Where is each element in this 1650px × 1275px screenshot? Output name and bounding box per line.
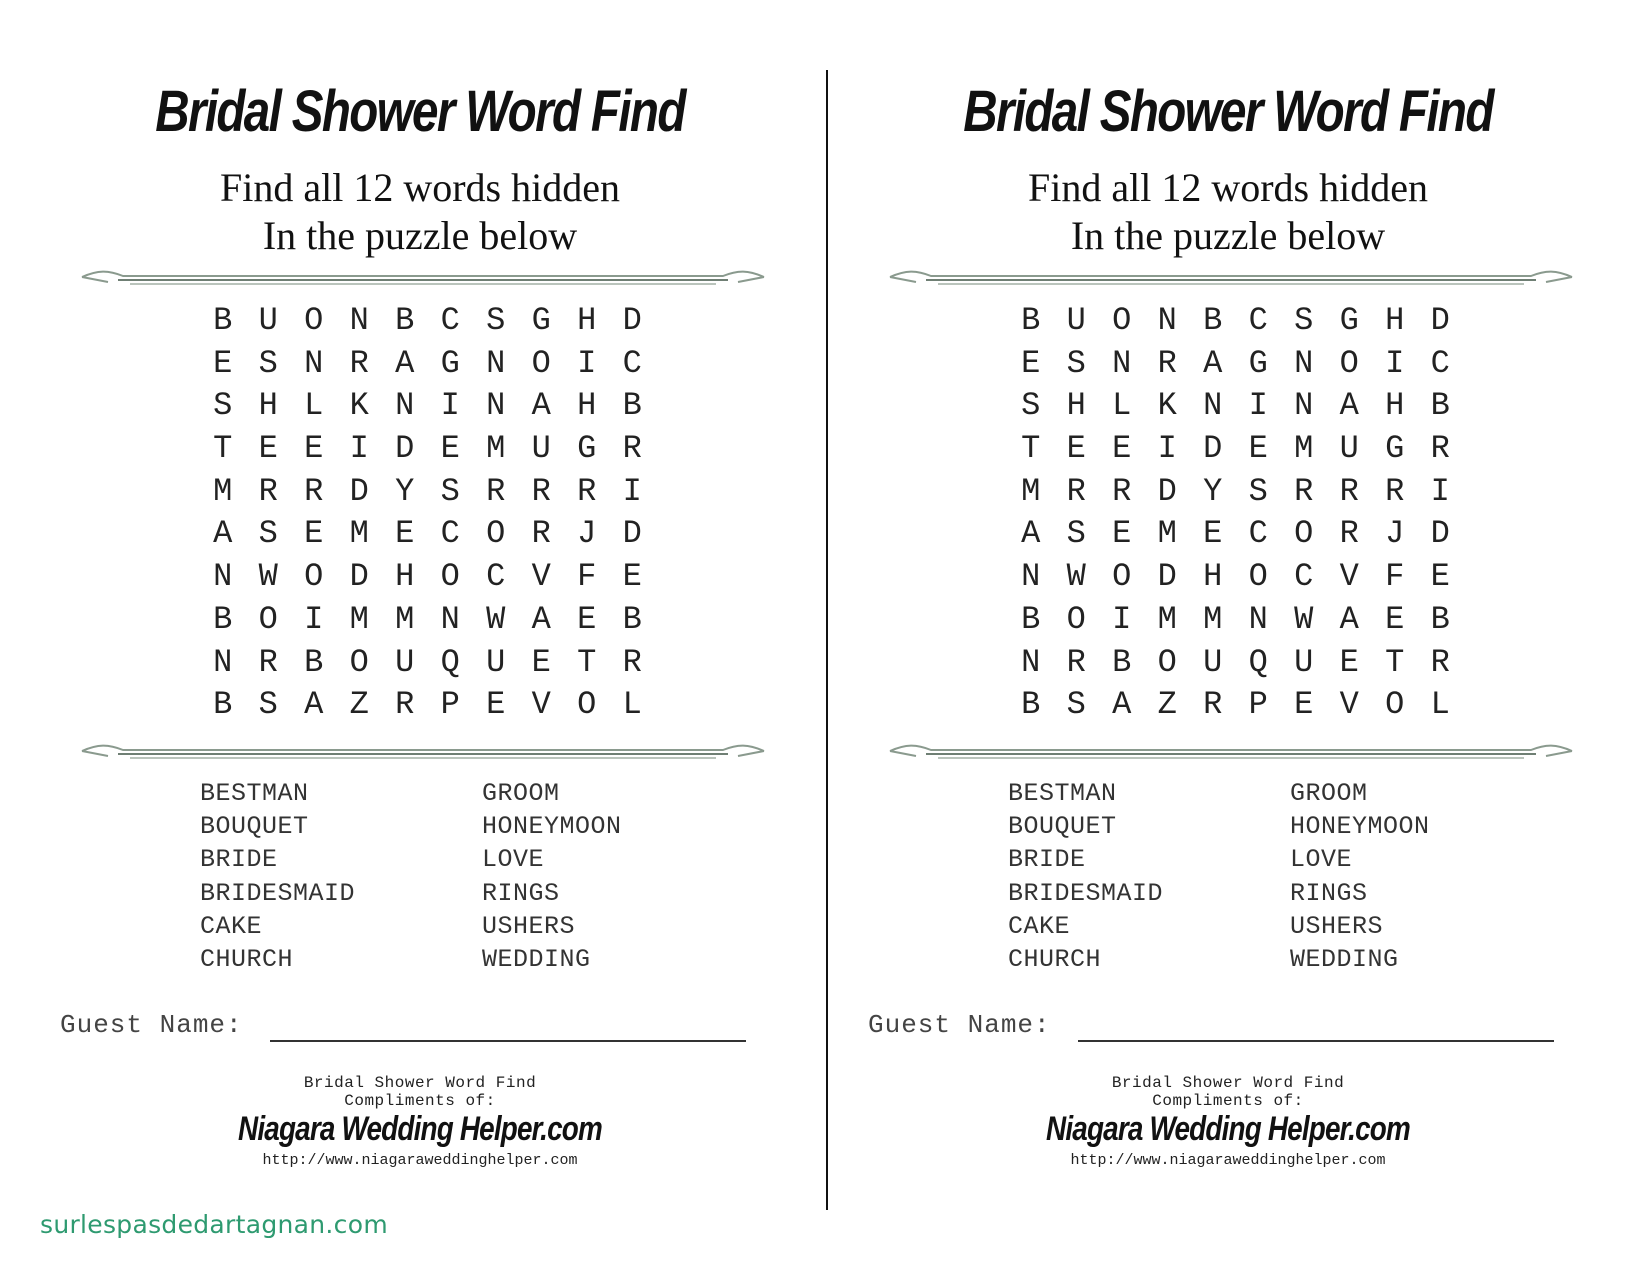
grid-letter: C xyxy=(1294,558,1314,596)
grid-letter: S xyxy=(440,472,460,510)
grid-letter: R xyxy=(1339,472,1359,510)
grid-letter: B xyxy=(1021,600,1041,638)
grid-letter: O xyxy=(1066,600,1086,638)
grid-letter: Q xyxy=(440,643,460,681)
grid-letter: R xyxy=(1385,472,1405,510)
grid-letter: U xyxy=(486,643,506,681)
word-item: CAKE xyxy=(1008,911,1071,941)
grid-letter: N xyxy=(1112,344,1132,382)
footer-url: http://www.niagaraweddinghelper.com xyxy=(262,1152,578,1169)
grid-letter: E xyxy=(1385,600,1405,638)
grid-letter: M xyxy=(349,600,369,638)
grid-letter: Q xyxy=(1248,643,1268,681)
grid-letter: E xyxy=(1294,686,1314,724)
grid-letter: E xyxy=(486,686,506,724)
grid-letter: G xyxy=(440,344,460,382)
word-item: HONEYMOON xyxy=(1290,812,1430,842)
grid-letter: H xyxy=(1203,558,1223,596)
grid-letter: R xyxy=(1112,472,1132,510)
letter-grid xyxy=(1008,300,1463,727)
grid-letter: B xyxy=(1112,643,1132,681)
center-divider xyxy=(826,70,828,1210)
grid-letter: R xyxy=(349,344,369,382)
grid-letter: U xyxy=(1339,430,1359,468)
grid-letter: C xyxy=(1248,515,1268,553)
grid-letter: T xyxy=(1385,643,1405,681)
grid-letter: S xyxy=(258,344,278,382)
grid-letter: E xyxy=(1430,558,1450,596)
grid-letter: Z xyxy=(349,686,369,724)
subtitle-line2: In the puzzle below xyxy=(1070,213,1386,258)
grid-letter: R xyxy=(258,472,278,510)
grid-letter: O xyxy=(531,344,551,382)
grid-letter: Y xyxy=(395,472,415,510)
grid-letter: A xyxy=(1112,686,1132,724)
word-item: GROOM xyxy=(1290,779,1368,808)
word-item: LOVE xyxy=(482,845,545,875)
grid-letter: R xyxy=(395,686,415,724)
grid-letter: E xyxy=(1203,515,1223,553)
grid-letter: N xyxy=(1294,387,1314,425)
grid-letter: G xyxy=(577,430,597,468)
word-item: BRIDE xyxy=(200,845,278,875)
grid-letter: M xyxy=(1021,472,1041,510)
grid-letter: L xyxy=(304,387,324,425)
grid-letter: M xyxy=(349,515,369,553)
grid-letter: J xyxy=(577,515,597,553)
grid-letter: B xyxy=(1430,387,1450,425)
brand-logo-text: Niagara Wedding Helper.com xyxy=(238,1110,602,1148)
word-item: BRIDE xyxy=(1008,845,1086,875)
grid-letter: S xyxy=(1066,344,1086,382)
grid-letter: R xyxy=(531,515,551,553)
grid-letter: N xyxy=(213,643,233,681)
grid-letter: I xyxy=(1157,430,1177,468)
grid-letter: E xyxy=(258,430,278,468)
grid-letter: B xyxy=(304,643,324,681)
grid-letter: N xyxy=(440,600,460,638)
grid-letter: D xyxy=(349,472,369,510)
grid-letter: C xyxy=(622,344,642,382)
word-list xyxy=(200,778,720,977)
grid-letter: O xyxy=(1157,643,1177,681)
grid-letter: R xyxy=(1430,430,1450,468)
grid-letter: C xyxy=(440,302,460,339)
grid-letter: E xyxy=(304,515,324,553)
grid-letter: M xyxy=(213,472,233,510)
grid-letter: O xyxy=(1339,344,1359,382)
grid-letter: U xyxy=(1066,302,1086,339)
grid-letter: H xyxy=(1385,387,1405,425)
grid-letter: O xyxy=(258,600,278,638)
grid-letter: M xyxy=(1294,430,1314,468)
grid-letter: D xyxy=(1203,430,1223,468)
grid-letter: N xyxy=(486,344,506,382)
grid-letter: O xyxy=(304,302,324,339)
grid-letter: O xyxy=(349,643,369,681)
letter-grid xyxy=(200,300,655,727)
word-item: CAKE xyxy=(200,911,263,941)
grid-letter: R xyxy=(622,430,642,468)
grid-letter: A xyxy=(1339,600,1359,638)
grid-letter: D xyxy=(622,515,642,553)
grid-letter: E xyxy=(304,430,324,468)
grid-letter: I xyxy=(1430,472,1450,510)
grid-letter: H xyxy=(395,558,415,596)
word-item: WEDDING xyxy=(1290,944,1399,974)
grid-letter: N xyxy=(349,302,369,339)
grid-letter: G xyxy=(531,302,551,339)
guest-name-line xyxy=(270,1040,746,1042)
grid-letter: E xyxy=(622,558,642,596)
grid-letter: I xyxy=(1385,344,1405,382)
grid-letter: J xyxy=(1385,515,1405,553)
grid-letter: O xyxy=(1112,302,1132,339)
grid-letter: M xyxy=(1157,515,1177,553)
grid-letter: M xyxy=(395,600,415,638)
grid-letter: K xyxy=(1157,387,1177,425)
grid-letter: D xyxy=(1157,472,1177,510)
grid-letter: U xyxy=(531,430,551,468)
grid-letter: L xyxy=(1112,387,1132,425)
grid-letter: A xyxy=(1339,387,1359,425)
word-item: HONEYMOON xyxy=(482,812,622,842)
grid-letter: E xyxy=(577,600,597,638)
grid-letter: E xyxy=(1112,430,1132,468)
card-title: Bridal Shower Word Find xyxy=(963,79,1493,144)
grid-letter: A xyxy=(1021,515,1041,553)
grid-letter: U xyxy=(258,302,278,339)
word-item: BESTMAN xyxy=(200,779,309,808)
grid-letter: S xyxy=(1294,302,1314,339)
grid-letter: R xyxy=(1066,643,1086,681)
grid-letter: I xyxy=(1248,387,1268,425)
grid-letter: A xyxy=(395,344,415,382)
grid-letter: H xyxy=(577,387,597,425)
grid-letter: I xyxy=(1112,600,1132,638)
footer-compliments: Compliments of: xyxy=(344,1092,496,1110)
grid-letter: I xyxy=(577,344,597,382)
grid-letter: M xyxy=(1203,600,1223,638)
grid-letter: E xyxy=(1066,430,1086,468)
grid-letter: N xyxy=(1294,344,1314,382)
grid-letter: C xyxy=(1430,344,1450,382)
grid-letter: O xyxy=(1294,515,1314,553)
footer-title: Bridal Shower Word Find xyxy=(1111,1074,1345,1092)
grid-letter: W xyxy=(258,558,278,596)
guest-name-label: Guest Name: xyxy=(868,1010,1051,1040)
word-item: CHURCH xyxy=(200,944,294,974)
guest-name-label: Guest Name: xyxy=(60,1010,243,1040)
grid-letter: H xyxy=(258,387,278,425)
grid-letter: V xyxy=(1339,558,1359,596)
grid-letter: D xyxy=(622,302,642,339)
word-item: USHERS xyxy=(482,911,576,941)
grid-letter: A xyxy=(304,686,324,724)
grid-letter: W xyxy=(1294,600,1314,638)
word-item: RINGS xyxy=(1290,878,1368,908)
grid-letter: N xyxy=(1021,643,1041,681)
grid-letter: S xyxy=(1066,515,1086,553)
grid-letter: B xyxy=(1021,302,1041,339)
grid-letter: C xyxy=(1248,302,1268,339)
grid-letter: A xyxy=(213,515,233,553)
word-item: LOVE xyxy=(1290,845,1353,875)
grid-letter: F xyxy=(1385,558,1405,596)
grid-letter: P xyxy=(1248,686,1268,724)
grid-letter: L xyxy=(622,686,642,724)
grid-letter: E xyxy=(1021,344,1041,382)
grid-letter: S xyxy=(213,387,233,425)
ornament-divider-top xyxy=(78,264,768,290)
grid-letter: H xyxy=(577,302,597,339)
grid-letter: G xyxy=(1248,344,1268,382)
grid-letter: U xyxy=(1203,643,1223,681)
grid-letter: B xyxy=(213,600,233,638)
grid-letter: K xyxy=(349,387,369,425)
grid-letter: G xyxy=(1339,302,1359,339)
grid-letter: R xyxy=(304,472,324,510)
subtitle-line2: In the puzzle below xyxy=(262,213,578,258)
grid-letter: G xyxy=(1385,430,1405,468)
grid-letter: B xyxy=(1430,600,1450,638)
grid-letter: M xyxy=(486,430,506,468)
brand-logo-text: Niagara Wedding Helper.com xyxy=(1046,1110,1410,1148)
grid-letter: R xyxy=(531,472,551,510)
watermark-text: surlespasdedartagnan.com xyxy=(40,1210,388,1239)
grid-letter: N xyxy=(486,387,506,425)
ornament-divider-bottom xyxy=(886,738,1576,764)
ornament-divider-top xyxy=(886,264,1576,290)
word-item: BRIDESMAID xyxy=(1008,878,1164,908)
grid-letter: L xyxy=(1430,686,1450,724)
grid-letter: R xyxy=(486,472,506,510)
word-item: BRIDESMAID xyxy=(200,878,356,908)
grid-letter: T xyxy=(213,430,233,468)
grid-letter: R xyxy=(1203,686,1223,724)
grid-letter: B xyxy=(622,600,642,638)
grid-letter: N xyxy=(1203,387,1223,425)
grid-letter: P xyxy=(440,686,460,724)
grid-letter: O xyxy=(1248,558,1268,596)
grid-letter: R xyxy=(1294,472,1314,510)
grid-letter: E xyxy=(213,344,233,382)
grid-letter: U xyxy=(1294,643,1314,681)
grid-letter: D xyxy=(349,558,369,596)
subtitle-line1: Find all 12 words hidden xyxy=(1028,165,1428,210)
grid-letter: I xyxy=(622,472,642,510)
grid-letter: R xyxy=(1339,515,1359,553)
grid-letter: A xyxy=(1203,344,1223,382)
grid-letter: N xyxy=(1021,558,1041,596)
grid-letter: B xyxy=(1203,302,1223,339)
grid-letter: T xyxy=(1021,430,1041,468)
grid-letter: R xyxy=(1157,344,1177,382)
word-item: BESTMAN xyxy=(1008,779,1117,808)
footer-compliments: Compliments of: xyxy=(1152,1092,1304,1110)
grid-letter: S xyxy=(258,515,278,553)
grid-letter: C xyxy=(440,515,460,553)
word-item: WEDDING xyxy=(482,944,591,974)
grid-letter: N xyxy=(304,344,324,382)
footer-title: Bridal Shower Word Find xyxy=(303,1074,537,1092)
grid-letter: B xyxy=(622,387,642,425)
grid-letter: Z xyxy=(1157,686,1177,724)
grid-letter: E xyxy=(1112,515,1132,553)
grid-letter: D xyxy=(1430,515,1450,553)
card-title: Bridal Shower Word Find xyxy=(155,79,685,144)
grid-letter: H xyxy=(1385,302,1405,339)
grid-letter: E xyxy=(440,430,460,468)
grid-letter: N xyxy=(395,387,415,425)
grid-letter: E xyxy=(531,643,551,681)
grid-letter: R xyxy=(258,643,278,681)
word-item: BOUQUET xyxy=(200,812,309,842)
grid-letter: O xyxy=(440,558,460,596)
grid-letter: R xyxy=(1066,472,1086,510)
grid-letter: B xyxy=(213,302,233,339)
grid-letter: I xyxy=(349,430,369,468)
grid-letter: S xyxy=(486,302,506,339)
grid-letter: V xyxy=(1339,686,1359,724)
word-item: BOUQUET xyxy=(1008,812,1117,842)
grid-letter: I xyxy=(440,387,460,425)
grid-letter: N xyxy=(1157,302,1177,339)
grid-letter: S xyxy=(1021,387,1041,425)
grid-letter: R xyxy=(622,643,642,681)
grid-letter: W xyxy=(486,600,506,638)
grid-letter: O xyxy=(304,558,324,596)
grid-letter: C xyxy=(486,558,506,596)
grid-letter: D xyxy=(1430,302,1450,339)
grid-letter: Y xyxy=(1203,472,1223,510)
grid-letter: W xyxy=(1066,558,1086,596)
guest-name-row xyxy=(60,1010,780,1050)
word-item: GROOM xyxy=(482,779,560,808)
grid-letter: T xyxy=(577,643,597,681)
grid-letter: O xyxy=(1385,686,1405,724)
grid-letter: R xyxy=(1430,643,1450,681)
grid-letter: S xyxy=(1248,472,1268,510)
grid-letter: A xyxy=(531,600,551,638)
word-item: USHERS xyxy=(1290,911,1384,941)
grid-letter: D xyxy=(395,430,415,468)
grid-letter: B xyxy=(395,302,415,339)
word-find-card-left xyxy=(60,0,780,1275)
grid-letter: E xyxy=(1339,643,1359,681)
footer-url: http://www.niagaraweddinghelper.com xyxy=(1070,1152,1386,1169)
grid-letter: V xyxy=(531,686,551,724)
grid-letter: A xyxy=(531,387,551,425)
grid-letter: S xyxy=(1066,686,1086,724)
grid-letter: H xyxy=(1066,387,1086,425)
grid-letter: B xyxy=(1021,686,1041,724)
word-find-card-right xyxy=(868,0,1588,1275)
grid-letter: I xyxy=(304,600,324,638)
grid-letter: N xyxy=(1248,600,1268,638)
grid-letter: N xyxy=(213,558,233,596)
grid-letter: U xyxy=(395,643,415,681)
grid-letter: S xyxy=(258,686,278,724)
grid-letter: M xyxy=(1157,600,1177,638)
grid-letter: F xyxy=(577,558,597,596)
grid-letter: O xyxy=(486,515,506,553)
grid-letter: V xyxy=(531,558,551,596)
guest-name-row xyxy=(868,1010,1588,1050)
grid-letter: R xyxy=(577,472,597,510)
grid-letter: E xyxy=(1248,430,1268,468)
ornament-divider-bottom xyxy=(78,738,768,764)
guest-name-line xyxy=(1078,1040,1554,1042)
grid-letter: B xyxy=(213,686,233,724)
word-item: RINGS xyxy=(482,878,560,908)
grid-letter: D xyxy=(1157,558,1177,596)
word-item: CHURCH xyxy=(1008,944,1102,974)
grid-letter: E xyxy=(395,515,415,553)
word-list xyxy=(1008,778,1528,977)
grid-letter: O xyxy=(577,686,597,724)
subtitle-line1: Find all 12 words hidden xyxy=(220,165,620,210)
grid-letter: O xyxy=(1112,558,1132,596)
